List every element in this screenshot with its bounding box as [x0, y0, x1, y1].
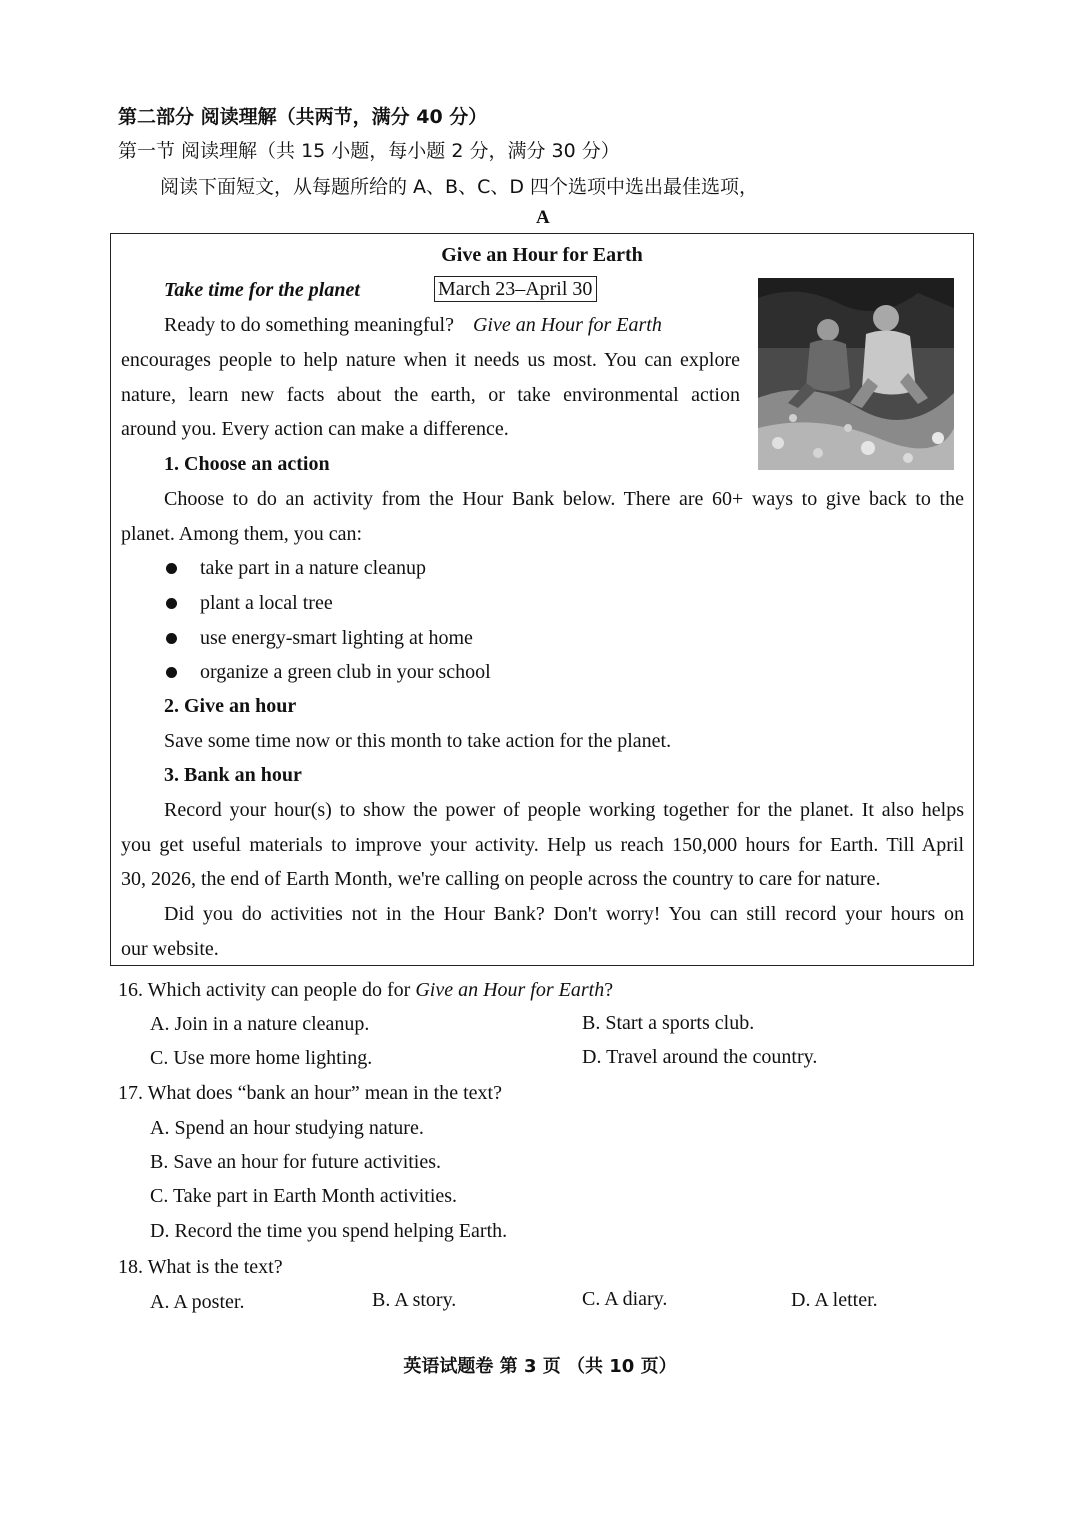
step3-text-1: Record your hour(s) to show the power of people working together for the planet. It also helps — [164, 799, 964, 821]
instructions: 阅读下面短文，从每题所给的 A、B、C、D 四个选项中选出最佳选项， — [160, 176, 759, 198]
passage-box — [110, 233, 974, 966]
intro-line-3: nature, learn new facts about the earth, or take environmental action — [121, 384, 740, 406]
step1-text-2: planet. Among them, you can: — [121, 523, 363, 545]
step3-text-5: our website. — [121, 938, 219, 960]
step3-text-2: you get useful materials to improve your activity. Help us reach 150,000 hours for Earth. Till April — [121, 834, 964, 856]
question-17-stem: 17. What does “bank an hour” mean in the text? — [118, 1082, 502, 1104]
question-18-option-d[interactable]: D. A letter. — [791, 1289, 878, 1311]
step2-heading: 2. Give an hour — [164, 695, 297, 717]
intro-lead: Ready to do something meaningful? — [164, 314, 454, 336]
question-17-option-a[interactable]: A. Spend an hour studying nature. — [150, 1117, 424, 1139]
part-heading: 第二部分 阅读理解（共两节，满分 40 分） — [118, 106, 488, 128]
bullet-dot — [166, 633, 177, 644]
question-16-mark: ? — [604, 979, 614, 1001]
question-16-text: 16. Which activity can people do for — [118, 979, 416, 1001]
bullet-item: take part in a nature cleanup — [200, 557, 426, 579]
question-16-option-b[interactable]: B. Start a sports club. — [582, 1012, 755, 1034]
bullet-item: use energy-smart lighting at home — [200, 627, 473, 649]
section-heading: 第一节 阅读理解（共 15 小题，每小题 2 分，满分 30 分） — [118, 140, 620, 162]
intro-line-2: encourages people to help nature when it needs us most. You can explore — [121, 349, 740, 371]
bullet-dot — [166, 667, 177, 678]
passage-tagline: Take time for the planet — [164, 279, 360, 301]
intro-line-4: around you. Every action can make a difference. — [121, 418, 509, 440]
passage-letter: A — [536, 207, 550, 228]
question-18-stem: 18. What is the text? — [118, 1256, 283, 1278]
bullet-item: plant a local tree — [200, 592, 333, 614]
bullet-dot — [166, 598, 177, 609]
intro-line-1 — [164, 314, 740, 337]
step3-heading: 3. Bank an hour — [164, 764, 302, 786]
step1-heading: 1. Choose an action — [164, 453, 330, 475]
question-17-option-c[interactable]: C. Take part in Earth Month activities. — [150, 1185, 458, 1207]
passage-title: Give an Hour for Earth — [441, 244, 643, 266]
question-18-option-a[interactable]: A. A poster. — [150, 1291, 245, 1313]
step2-text: Save some time now or this month to take action for the planet. — [164, 730, 672, 752]
volunteers-photo-image — [758, 278, 954, 470]
question-17-option-d[interactable]: D. Record the time you spend helping Earth. — [150, 1220, 508, 1242]
program-name: Give an Hour for Earth — [472, 314, 662, 336]
question-18-option-c[interactable]: C. A diary. — [582, 1288, 668, 1310]
step1-text-1: Choose to do an activity from the Hour Bank below. There are 60+ ways to give back to the — [164, 488, 964, 510]
question-16-stem — [118, 979, 613, 1002]
question-18-option-b[interactable]: B. A story. — [372, 1289, 457, 1311]
page-footer: 英语试题卷 第 3 页 （共 10 页） — [403, 1356, 677, 1377]
question-17-option-b[interactable]: B. Save an hour for future activities. — [150, 1151, 442, 1173]
bullet-item: organize a green club in your school — [200, 661, 491, 683]
step3-text-4: Did you do activities not in the Hour Bank? Don't worry! You can still record your hours on — [164, 903, 964, 925]
question-16-option-a[interactable]: A. Join in a nature cleanup. — [150, 1013, 370, 1035]
question-16-option-d[interactable]: D. Travel around the country. — [582, 1046, 818, 1068]
volunteers-photo — [758, 278, 954, 470]
date-range-box: March 23–April 30 — [434, 276, 597, 302]
bullet-dot — [166, 563, 177, 574]
question-16-program-name: Give an Hour for Earth — [415, 979, 605, 1001]
step3-text-3: 30, 2026, the end of Earth Month, we're calling on people across the country to care for nature. — [121, 868, 881, 890]
question-16-option-c[interactable]: C. Use more home lighting. — [150, 1047, 373, 1069]
